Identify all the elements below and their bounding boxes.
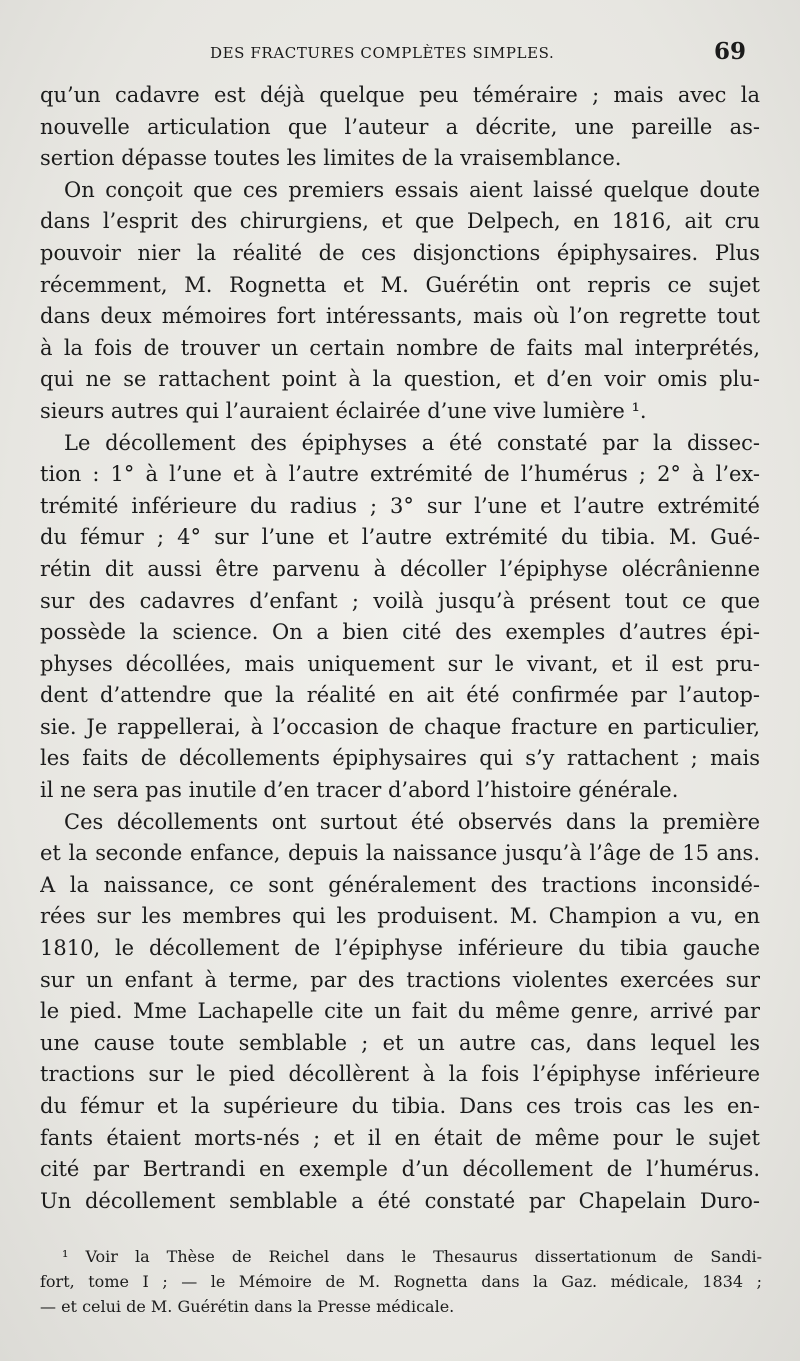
text-line: une cause toute semblable ; et un autre cas, dans lequel les [40,1030,760,1055]
text-line: sie. Je rappellerai, à l’occasion de chaque fracture en particulier, [40,714,760,739]
text-line: qu’un cadavre est déjà quelque peu téméraire ; mais avec la [40,83,760,107]
text-line: tion : 1° à l’une et à l’autre extrémité de l’humérus ; 2° à l’ex- [40,462,760,487]
text-line: possède la science. On a bien cité des exemples d’autres épi- [40,620,760,645]
text-line: il ne sera pas inutile d’en tracer d’abord l’histoire générale. [40,778,679,803]
page-header [0,38,800,68]
text-line: tractions sur le pied décollèrent à la fois l’épiphyse inférieure [40,1062,760,1087]
text-line: 1810, le décollement de l’épiphyse inférieure du tibia gauche [40,936,760,961]
text-line: à la fois de trouver un certain nombre de faits mal interprétés, [40,335,760,360]
text-line: sur un enfant à terme, par des tractions violentes exercées sur [40,967,760,992]
text-line: le pied. Mme Lachapelle cite un fait du même genre, arrivé par [40,999,760,1024]
text-line: rées sur les membres qui les produisent. M. Champion a vu, en [40,904,760,929]
text-line: récemment, M. Rognetta et M. Guérétin ont repris ce sujet [40,272,760,297]
text-line: Ces décollements ont surtout été observés dans la première [64,809,760,834]
text-line: qui ne se rattachent point à la question, et d’en voir omis plu- [40,367,760,392]
text-line: rétin dit aussi être parvenu à décoller l’épiphyse olécrânienne [40,556,760,581]
text-line: dans deux mémoires fort intéressants, mais où l’on regrette tout [40,304,760,329]
text-line: du fémur et la supérieure du tibia. Dans ces trois cas les en- [40,1094,760,1118]
text-line: nouvelle articulation que l’auteur a décrite, une pareille as- [40,114,760,139]
text-line: les faits de décollements épiphysaires qui s’y rattachent ; mais [40,746,760,771]
footnote-line: — et celui de M. Guérétin dans la Presse médicale. [40,1297,455,1316]
text-line: pouvoir nier la réalité de ces disjonctions épiphysaires. Plus [40,240,760,265]
body-text [40,80,760,1217]
text-line: du fémur ; 4° sur l’une et l’autre extrémité du tibia. M. Gué- [40,525,760,550]
footnotes [40,1244,762,1319]
text-line: dans l’esprit des chirurgiens, et que Delpech, en 1816, ait cru [40,209,760,234]
footnote-line: fort, tome I ; — le Mémoire de M. Rognetta dans la Gaz. médicale, 1834 ; [40,1272,762,1291]
page-number: 69 [714,38,747,65]
text-line: trémité inférieure du radius ; 3° sur l’une et l’autre extrémité [40,493,760,518]
text-line: Le décollement des épiphyses a été constaté par la dissec- [64,430,760,455]
text-line: cité par Bertrandi en exemple d’un décollement de l’humérus. [40,1157,760,1182]
text-line: physes décollées, mais uniquement sur le vivant, et il est pru- [40,651,760,676]
text-line: sieurs autres qui l’auraient éclairée d’une vive lumière ¹. [40,398,647,423]
running-head: DES FRACTURES COMPLÈTES SIMPLES. [210,44,555,62]
footnote-line: ¹ Voir la Thèse de Reichel dans le Thesaurus dissertationum de Sandi- [62,1247,762,1266]
text-line: Un décollement semblable a été constaté par Chapelain Duro- [40,1188,760,1213]
text-line: sur des cadavres d’enfant ; voilà jusqu’à présent tout ce que [40,588,760,613]
text-line: A la naissance, ce sont généralement des tractions inconsidé- [40,872,760,897]
text-line: et la seconde enfance, depuis la naissance jusqu’à l’âge de 15 ans. [40,841,760,866]
text-line: sertion dépasse toutes les limites de la vraisemblance. [40,146,622,171]
text-line: fants étaient morts-nés ; et il en était de même pour le sujet [40,1125,760,1150]
text-line: dent d’attendre que la réalité en ait été confirmée par l’autop- [40,683,760,708]
text-line: On conçoit que ces premiers essais aient laissé quelque doute [64,177,760,202]
